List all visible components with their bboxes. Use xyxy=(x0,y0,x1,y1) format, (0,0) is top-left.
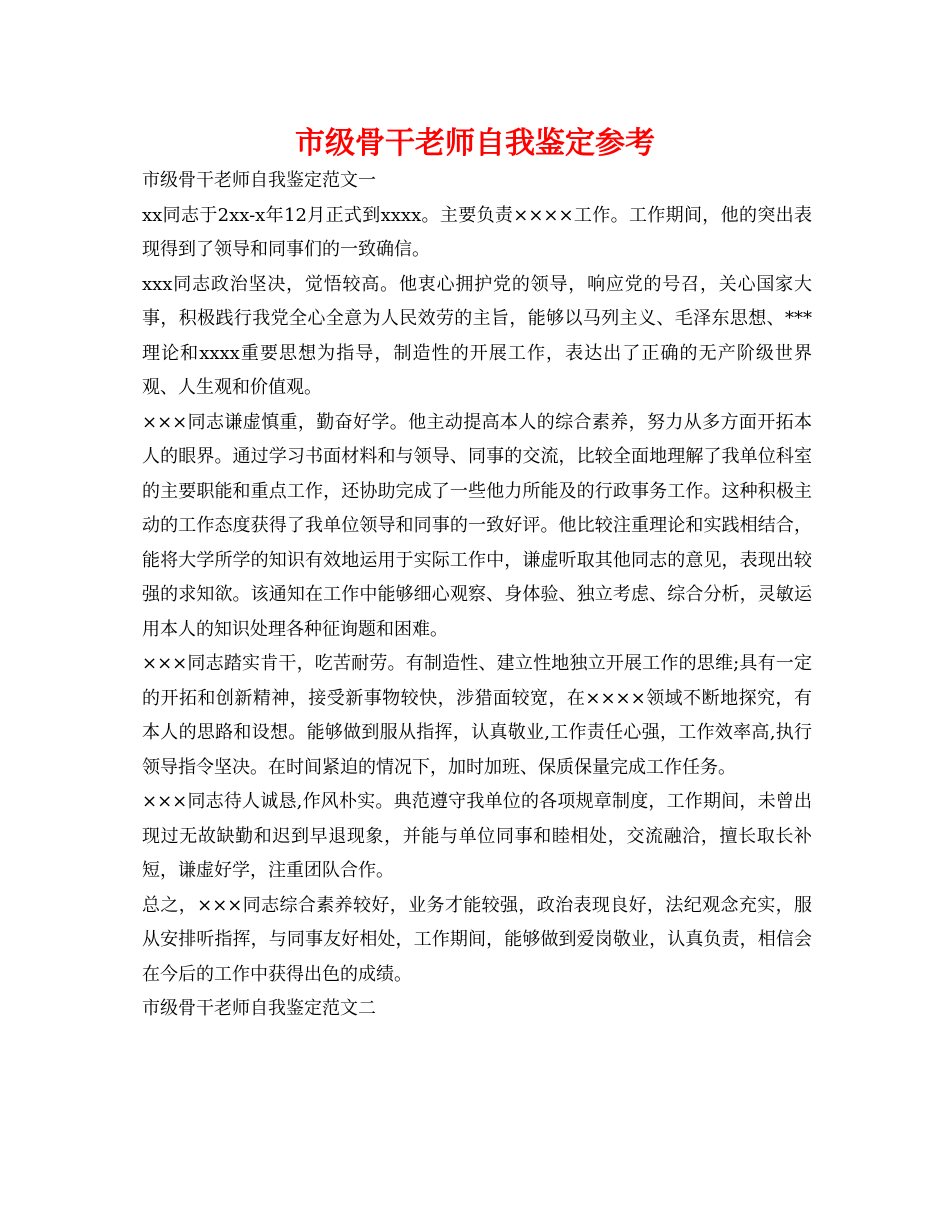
section-heading-two: 市级骨干老师自我鉴定范文二 xyxy=(142,998,376,1019)
paragraph-6: 总之，×××同志综合素养较好，业务才能较强，政治表现良好，法纪观念充实，服从安排听指挥，与同事友好相处，工作期间，能够做到爱岗敬业，认真负责，相信会在今后的工作中获得出色的成绩。 xyxy=(142,894,812,985)
section-heading-one: 市级骨干老师自我鉴定范文一 xyxy=(142,170,376,191)
paragraph-2: xxx同志政治坚决，觉悟较高。他衷心拥护党的领导，响应党的号召，关心国家大事，积极践行我党全心全意为人民效劳的主旨，能够以马列主义、毛泽东思想、***理论和xxxx重要思想为指导，制造性的开展工作，表达出了正确的无产阶级世界观、人生观和价值观。 xyxy=(142,273,812,398)
paragraph-1: xx同志于2xx-x年12月正式到xxxx。主要负责××××工作。工作期间，他的突出表现得到了领导和同事们的一致确信。 xyxy=(142,204,812,260)
document-title: 市级骨干老师自我鉴定参考 xyxy=(295,126,655,161)
paragraph-3: ×××同志谦虚慎重，勤奋好学。他主动提高本人的综合素养，努力从多方面开拓本人的眼界。通过学习书面材料和与领导、同事的交流，比较全面地理解了我单位科室的主要职能和重点工作，还协助完成了一些他力所能及的行政事务工作。这种积极主动的工作态度获得了我单位领导和同事的一致好评。他比较注重理论和实践相结合，能将大学所学的知识有效地运用于实际工作中，谦虚听取其他同志的意见，表现出较强的求知欲。该通知在工作中能够细心观察、身体验、独立考虑、综合分析，灵敏运用本人的知识处理各种征询题和困难。 xyxy=(142,411,812,640)
paragraph-5: ×××同志待人诚恳,作风朴实。典范遵守我单位的各项规章制度，工作期间，未曾出现过无故缺勤和迟到早退现象，并能与单位同事和睦相处，交流融洽，擅长取长补短，谦虚好学，注重团队合作。 xyxy=(142,791,812,881)
paragraph-4: ×××同志踏实肯干，吃苦耐劳。有制造性、建立性地独立开展工作的思维;具有一定的开拓和创新精神，接受新事物较快，涉猎面较宽，在××××领域不断地探究，有本人的思路和设想。能够做到服从指挥，认真敬业,工作责任心强，工作效率高,执行领导指令坚决。在时间紧迫的情况下，加时加班、保质保量完成工作任务。 xyxy=(142,653,812,778)
document-body xyxy=(142,164,812,1027)
